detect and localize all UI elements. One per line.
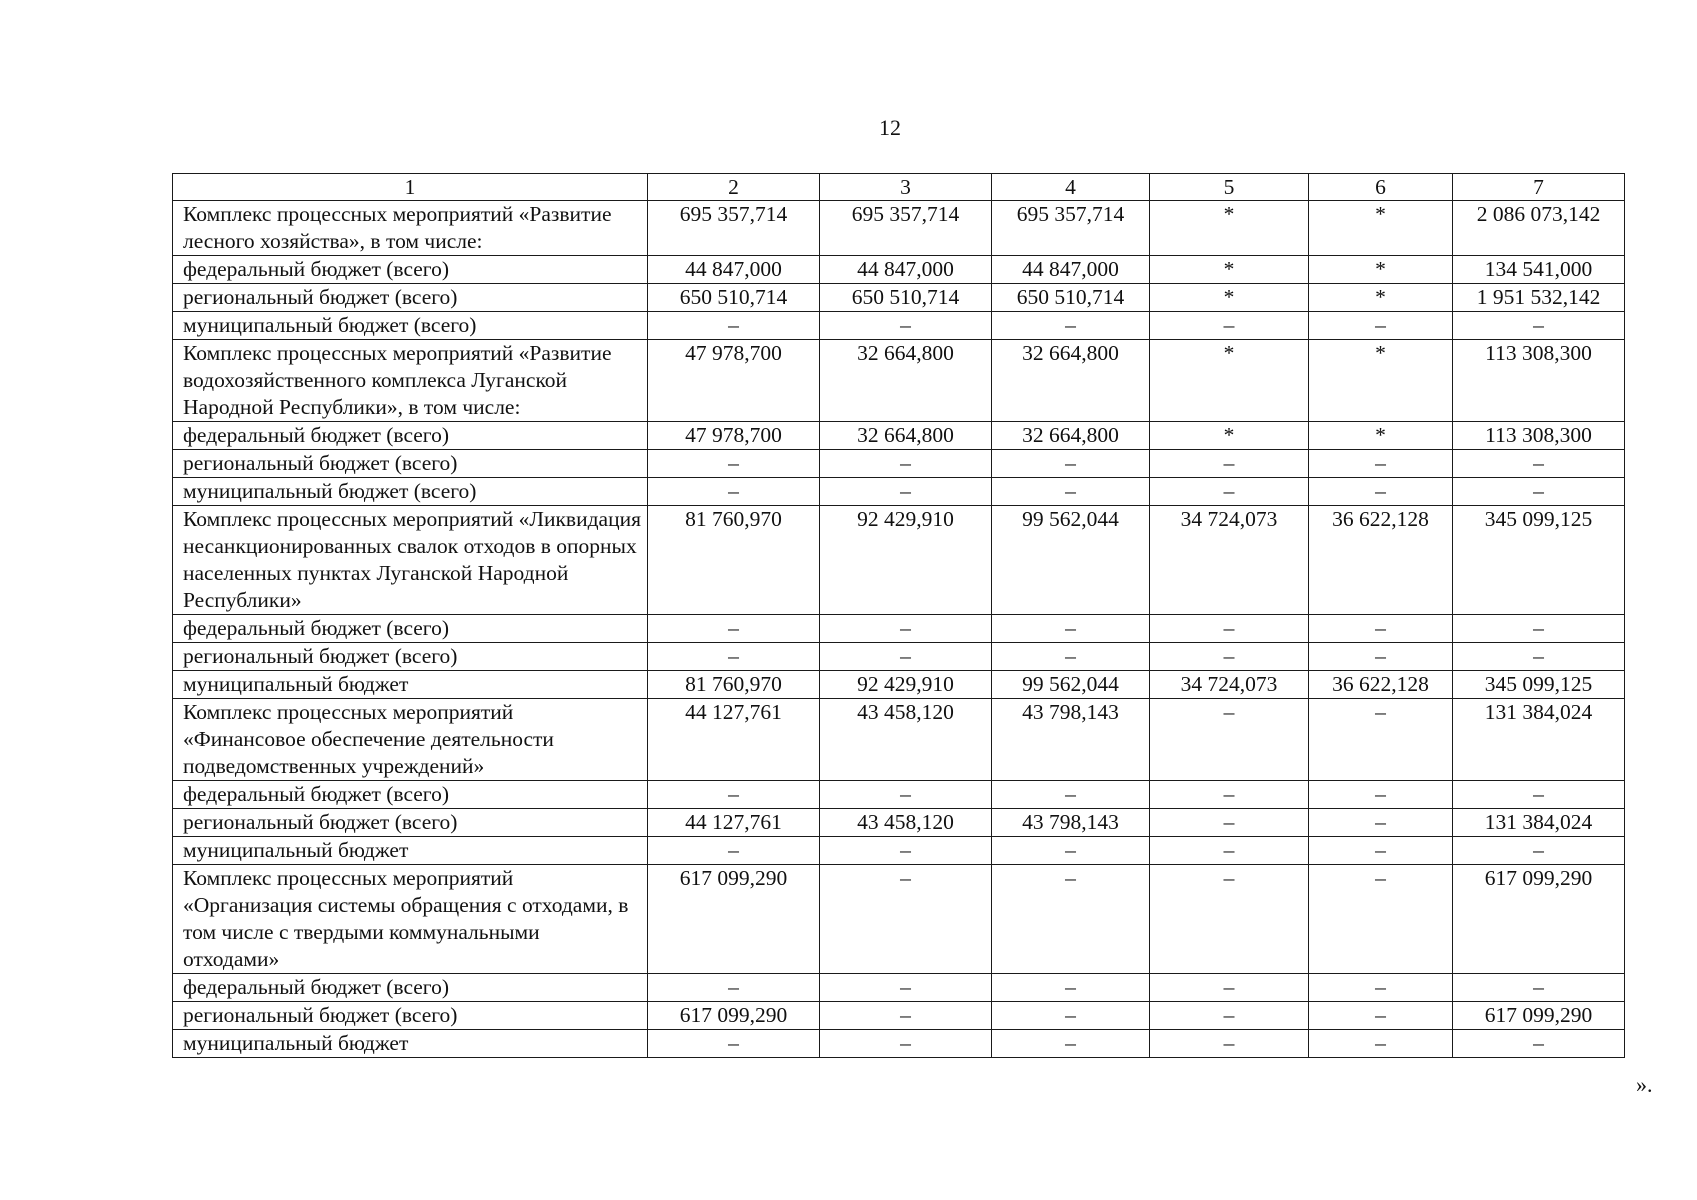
row-label-cell: Комплекс процессных мероприятий «Организация системы обращения с отходами, в том числе с твердыми коммунальными отходами» bbox=[173, 865, 648, 974]
value-cell: 650 510,714 bbox=[648, 284, 820, 312]
value-cell: * bbox=[1150, 256, 1309, 284]
value-cell: – bbox=[992, 1030, 1150, 1058]
value-cell: 345 099,125 bbox=[1453, 506, 1625, 615]
row-label-cell: федеральный бюджет (всего) bbox=[173, 781, 648, 809]
value-cell: * bbox=[1309, 422, 1453, 450]
value-cell: – bbox=[1150, 643, 1309, 671]
value-cell: – bbox=[1309, 450, 1453, 478]
value-cell: – bbox=[992, 837, 1150, 865]
value-cell: – bbox=[1453, 1030, 1625, 1058]
value-cell: 650 510,714 bbox=[992, 284, 1150, 312]
table-row bbox=[173, 809, 1625, 837]
table-row bbox=[173, 506, 1625, 615]
value-cell: 44 847,000 bbox=[648, 256, 820, 284]
column-number-header: 7 bbox=[1453, 174, 1625, 201]
value-cell: – bbox=[1453, 781, 1625, 809]
value-cell: 44 127,761 bbox=[648, 809, 820, 837]
value-cell: – bbox=[648, 312, 820, 340]
value-cell: 32 664,800 bbox=[820, 422, 992, 450]
value-cell: 650 510,714 bbox=[820, 284, 992, 312]
value-cell: 44 847,000 bbox=[992, 256, 1150, 284]
value-cell: – bbox=[1309, 781, 1453, 809]
value-cell: – bbox=[820, 865, 992, 974]
row-label-cell: региональный бюджет (всего) bbox=[173, 643, 648, 671]
value-cell: – bbox=[1453, 478, 1625, 506]
value-cell: 695 357,714 bbox=[820, 201, 992, 256]
value-cell: 695 357,714 bbox=[648, 201, 820, 256]
value-cell: – bbox=[1309, 837, 1453, 865]
row-label-cell: федеральный бюджет (всего) bbox=[173, 615, 648, 643]
value-cell: – bbox=[1453, 615, 1625, 643]
value-cell: – bbox=[1453, 312, 1625, 340]
value-cell: * bbox=[1309, 284, 1453, 312]
column-number-header: 6 bbox=[1309, 174, 1453, 201]
value-cell: * bbox=[1309, 201, 1453, 256]
value-cell: * bbox=[1309, 256, 1453, 284]
value-cell: – bbox=[648, 450, 820, 478]
value-cell: – bbox=[992, 1002, 1150, 1030]
value-cell: – bbox=[1150, 615, 1309, 643]
table-row bbox=[173, 865, 1625, 974]
value-cell: – bbox=[1309, 865, 1453, 974]
value-cell: – bbox=[648, 837, 820, 865]
value-cell: * bbox=[1309, 340, 1453, 422]
table-row bbox=[173, 974, 1625, 1002]
row-label-cell: федеральный бюджет (всего) bbox=[173, 974, 648, 1002]
row-label-cell: муниципальный бюджет bbox=[173, 671, 648, 699]
row-label-cell: муниципальный бюджет bbox=[173, 837, 648, 865]
column-number-header: 3 bbox=[820, 174, 992, 201]
value-cell: – bbox=[1309, 1002, 1453, 1030]
table-row bbox=[173, 837, 1625, 865]
value-cell: – bbox=[1150, 1002, 1309, 1030]
table-row bbox=[173, 422, 1625, 450]
value-cell: – bbox=[992, 781, 1150, 809]
column-number-header: 5 bbox=[1150, 174, 1309, 201]
value-cell: – bbox=[820, 312, 992, 340]
value-cell: – bbox=[992, 643, 1150, 671]
value-cell: – bbox=[992, 312, 1150, 340]
column-number-header: 2 bbox=[648, 174, 820, 201]
value-cell: 92 429,910 bbox=[820, 506, 992, 615]
value-cell: 617 099,290 bbox=[648, 1002, 820, 1030]
budget-table bbox=[172, 173, 1625, 1058]
value-cell: 43 798,143 bbox=[992, 699, 1150, 781]
table-row bbox=[173, 671, 1625, 699]
table-row bbox=[173, 643, 1625, 671]
row-label-cell: региональный бюджет (всего) bbox=[173, 809, 648, 837]
table-row bbox=[173, 478, 1625, 506]
table-row bbox=[173, 284, 1625, 312]
table-row bbox=[173, 256, 1625, 284]
value-cell: – bbox=[992, 615, 1150, 643]
table-row bbox=[173, 781, 1625, 809]
value-cell: 81 760,970 bbox=[648, 506, 820, 615]
value-cell: 32 664,800 bbox=[992, 340, 1150, 422]
value-cell: – bbox=[1150, 781, 1309, 809]
value-cell: – bbox=[1150, 450, 1309, 478]
value-cell: – bbox=[1150, 1030, 1309, 1058]
value-cell: – bbox=[1150, 699, 1309, 781]
value-cell: 1 951 532,142 bbox=[1453, 284, 1625, 312]
value-cell: – bbox=[820, 1002, 992, 1030]
value-cell: 44 847,000 bbox=[820, 256, 992, 284]
value-cell: – bbox=[1309, 643, 1453, 671]
value-cell: 131 384,024 bbox=[1453, 699, 1625, 781]
value-cell: 34 724,073 bbox=[1150, 506, 1309, 615]
table-row bbox=[173, 615, 1625, 643]
value-cell: – bbox=[992, 478, 1150, 506]
page-number: 12 bbox=[879, 115, 901, 140]
value-cell: – bbox=[648, 615, 820, 643]
value-cell: – bbox=[992, 450, 1150, 478]
value-cell: – bbox=[1309, 1030, 1453, 1058]
table-header-row bbox=[173, 174, 1625, 201]
value-cell: 617 099,290 bbox=[1453, 865, 1625, 974]
value-cell: 131 384,024 bbox=[1453, 809, 1625, 837]
value-cell: 345 099,125 bbox=[1453, 671, 1625, 699]
value-cell: 47 978,700 bbox=[648, 422, 820, 450]
value-cell: 92 429,910 bbox=[820, 671, 992, 699]
column-number-header: 1 bbox=[173, 174, 648, 201]
value-cell: 43 458,120 bbox=[820, 809, 992, 837]
value-cell: – bbox=[1453, 837, 1625, 865]
value-cell: – bbox=[1309, 974, 1453, 1002]
value-cell: – bbox=[1453, 643, 1625, 671]
row-label-cell: Комплекс процессных мероприятий «Ликвидация несанкционированных свалок отходов в опорных населенных пунктах Луганской Народной Республики» bbox=[173, 506, 648, 615]
value-cell: – bbox=[1309, 809, 1453, 837]
value-cell: – bbox=[820, 974, 992, 1002]
table-row bbox=[173, 1030, 1625, 1058]
value-cell: – bbox=[1150, 312, 1309, 340]
value-cell: – bbox=[1453, 450, 1625, 478]
value-cell: – bbox=[992, 974, 1150, 1002]
value-cell: 43 798,143 bbox=[992, 809, 1150, 837]
value-cell: – bbox=[1150, 837, 1309, 865]
value-cell: 32 664,800 bbox=[992, 422, 1150, 450]
value-cell: – bbox=[820, 837, 992, 865]
value-cell: – bbox=[1309, 312, 1453, 340]
value-cell: – bbox=[1150, 478, 1309, 506]
row-label-cell: муниципальный бюджет (всего) bbox=[173, 312, 648, 340]
row-label-cell: региональный бюджет (всего) bbox=[173, 284, 648, 312]
value-cell: – bbox=[820, 781, 992, 809]
value-cell: * bbox=[1150, 422, 1309, 450]
value-cell: – bbox=[820, 478, 992, 506]
value-cell: 99 562,044 bbox=[992, 506, 1150, 615]
row-label-cell: федеральный бюджет (всего) bbox=[173, 256, 648, 284]
value-cell: 113 308,300 bbox=[1453, 422, 1625, 450]
column-number-header: 4 bbox=[992, 174, 1150, 201]
row-label-cell: Комплекс процессных мероприятий «Финансовое обеспечение деятельности подведомственных учреждений» bbox=[173, 699, 648, 781]
value-cell: – bbox=[1150, 974, 1309, 1002]
row-label-cell: муниципальный бюджет (всего) bbox=[173, 478, 648, 506]
closing-quote-mark: ». bbox=[1636, 1072, 1653, 1097]
value-cell: – bbox=[1453, 974, 1625, 1002]
row-label-cell: региональный бюджет (всего) bbox=[173, 1002, 648, 1030]
value-cell: – bbox=[648, 974, 820, 1002]
value-cell: 36 622,128 bbox=[1309, 671, 1453, 699]
value-cell: 617 099,290 bbox=[1453, 1002, 1625, 1030]
table-row bbox=[173, 340, 1625, 422]
value-cell: * bbox=[1150, 340, 1309, 422]
value-cell: 34 724,073 bbox=[1150, 671, 1309, 699]
value-cell: – bbox=[648, 781, 820, 809]
value-cell: – bbox=[648, 643, 820, 671]
value-cell: 113 308,300 bbox=[1453, 340, 1625, 422]
value-cell: 99 562,044 bbox=[992, 671, 1150, 699]
row-label-cell: федеральный бюджет (всего) bbox=[173, 422, 648, 450]
table-row bbox=[173, 1002, 1625, 1030]
value-cell: 2 086 073,142 bbox=[1453, 201, 1625, 256]
value-cell: – bbox=[1150, 865, 1309, 974]
value-cell: 36 622,128 bbox=[1309, 506, 1453, 615]
value-cell: 32 664,800 bbox=[820, 340, 992, 422]
value-cell: – bbox=[1309, 699, 1453, 781]
value-cell: – bbox=[1150, 809, 1309, 837]
value-cell: * bbox=[1150, 284, 1309, 312]
row-label-cell: Комплекс процессных мероприятий «Развитие лесного хозяйства», в том числе: bbox=[173, 201, 648, 256]
value-cell: – bbox=[1309, 478, 1453, 506]
table-row bbox=[173, 450, 1625, 478]
value-cell: – bbox=[648, 1030, 820, 1058]
table-row bbox=[173, 699, 1625, 781]
value-cell: 43 458,120 bbox=[820, 699, 992, 781]
value-cell: 617 099,290 bbox=[648, 865, 820, 974]
value-cell: 134 541,000 bbox=[1453, 256, 1625, 284]
value-cell: – bbox=[1309, 615, 1453, 643]
value-cell: – bbox=[648, 478, 820, 506]
row-label-cell: региональный бюджет (всего) bbox=[173, 450, 648, 478]
value-cell: – bbox=[820, 615, 992, 643]
value-cell: – bbox=[820, 643, 992, 671]
value-cell: – bbox=[992, 865, 1150, 974]
value-cell: 81 760,970 bbox=[648, 671, 820, 699]
value-cell: – bbox=[820, 1030, 992, 1058]
value-cell: 695 357,714 bbox=[992, 201, 1150, 256]
value-cell: * bbox=[1150, 201, 1309, 256]
value-cell: – bbox=[820, 450, 992, 478]
row-label-cell: муниципальный бюджет bbox=[173, 1030, 648, 1058]
table-row bbox=[173, 312, 1625, 340]
table-row bbox=[173, 201, 1625, 256]
value-cell: 47 978,700 bbox=[648, 340, 820, 422]
value-cell: 44 127,761 bbox=[648, 699, 820, 781]
row-label-cell: Комплекс процессных мероприятий «Развитие водохозяйственного комплекса Луганской Народной Республики», в том числе: bbox=[173, 340, 648, 422]
